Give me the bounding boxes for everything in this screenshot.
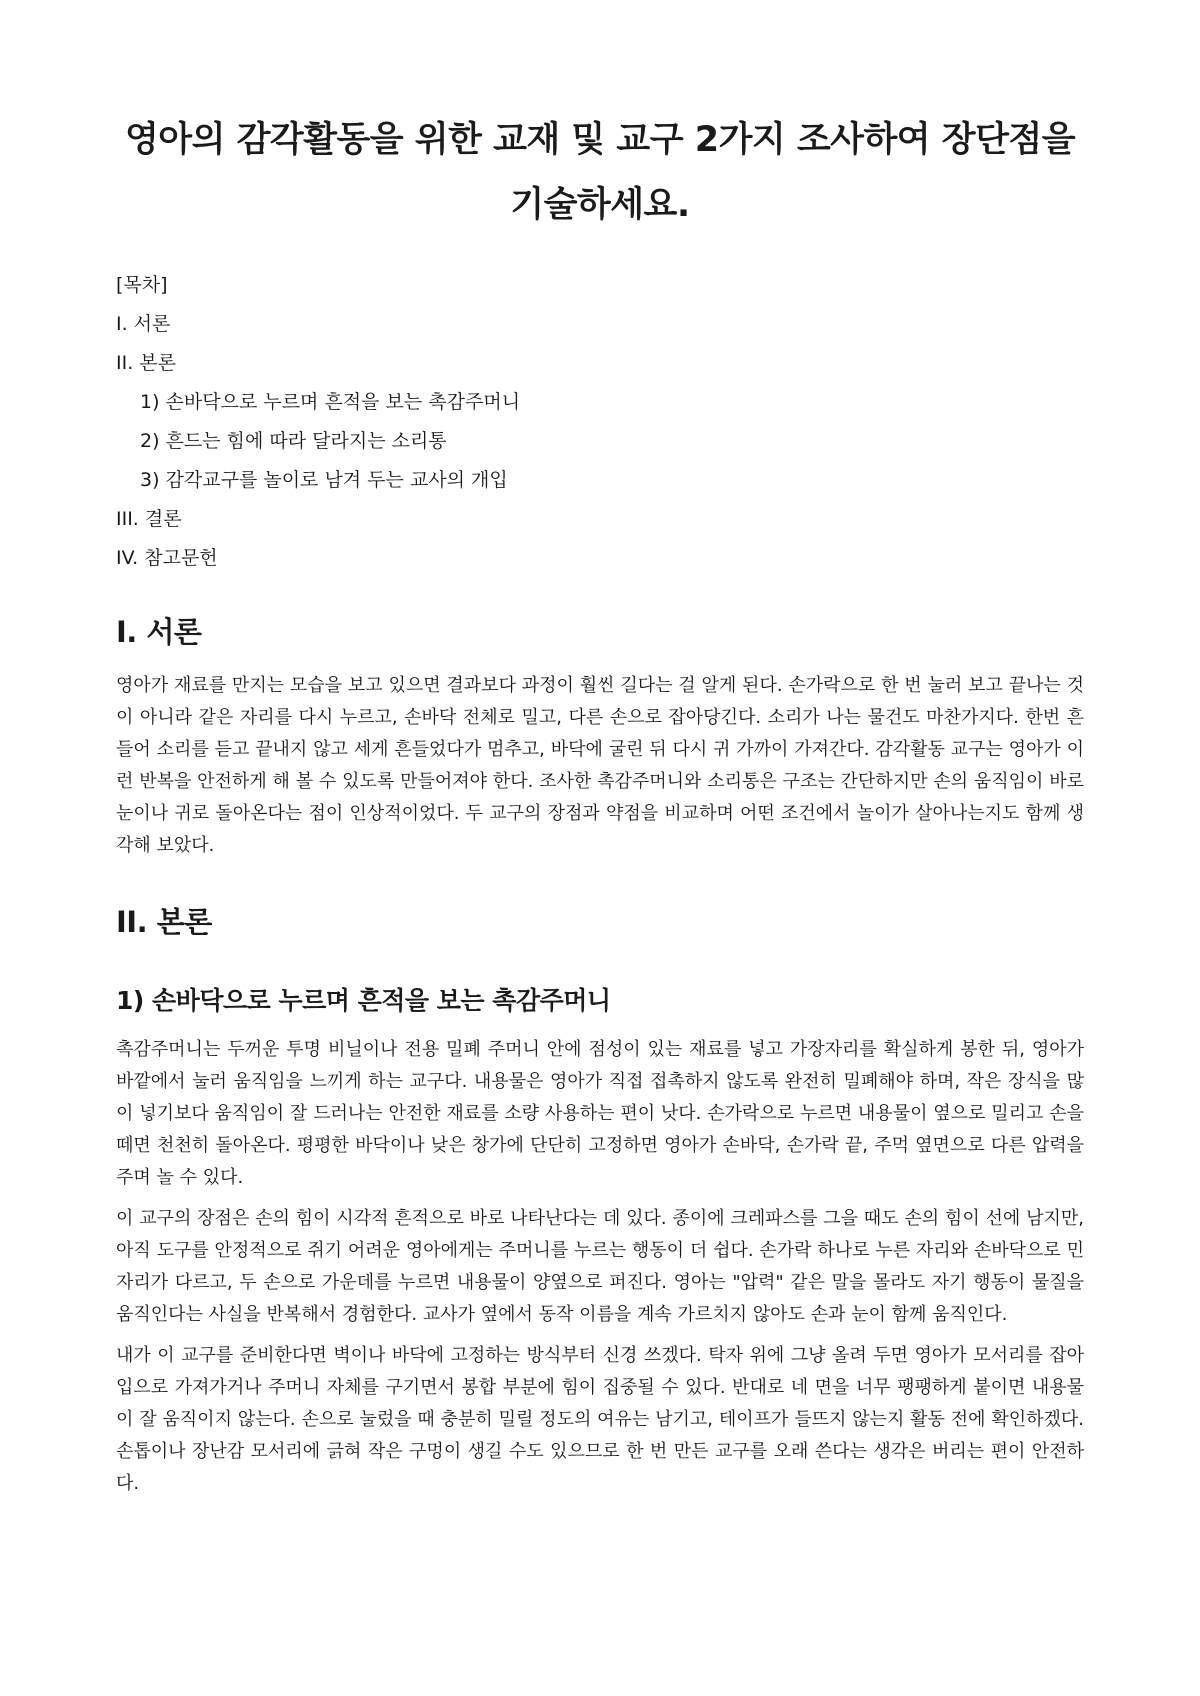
toc-item-intro: I. 서론	[116, 313, 171, 335]
toc-item-body-3: 3) 감각교구를 놀이로 남겨 두는 교사의 개입	[140, 469, 508, 491]
body-paragraph: 이 교구의 장점은 손의 힘이 시각적 흔적으로 바로 나타난다는 데 있다. 종이에 크레파스를 그을 때도 손의 힘이 선에 남지만, 아직 도구를 안정적으로 쥐기 어려운 영아에게는 주머니를 누르는 행동이 더 쉽다. 손가락 하나로 누른 자리와 손바닥으로 민 자리가 다르고, 두 손으로 가운데를 누르면 내용물이 양옆으로 퍼진다. 영아는 "압력" 같은 말을 몰라도 자기 행동이 물질을 움직인다는 사실을 반복해서 경험한다. 교사가 옆에서 동작 이름을 계속 가르치지 않아도 손과 눈이 함께 움직인다.	[116, 1208, 1084, 1325]
toc-item-references: IV. 참고문헌	[116, 547, 218, 569]
toc-item-body: II. 본론	[116, 352, 176, 374]
toc-heading: [목차]	[116, 274, 168, 296]
section-heading-intro: I. 서론	[116, 615, 202, 649]
subsection-heading-tactile-bag: 1) 손바닥으로 누르며 흔적을 보는 촉감주머니	[116, 986, 611, 1015]
body-paragraph: 내가 이 교구를 준비한다면 벽이나 바닥에 고정하는 방식부터 신경 쓰겠다. 탁자 위에 그냥 올려 두면 영아가 모서리를 잡아 입으로 가져가거나 주머니 자체를 구기면서 봉합 부분에 힘이 집중될 수 있다. 반대로 네 면을 너무 팽팽하게 붙이면 내용물이 잘 움직이지 않는다. 손으로 눌렀을 때 충분히 밀릴 정도의 여유는 남기고, 테이프가 들뜨지 않는지 활동 전에 확인하겠다. 손톱이나 장난감 모서리에 긁혀 작은 구멍이 생길 수도 있으므로 한 번 만든 교구를 오래 쓴다는 생각은 버리는 편이 안전하다.	[116, 1345, 1084, 1494]
document-title: 영아의 감각활동을 위한 교재 및 교구 2가지 조사하여 장단점을 기술하세요.	[124, 120, 1076, 225]
toc-item-body-1: 1) 손바닥으로 누르며 흔적을 보는 촉감주머니	[140, 391, 521, 413]
toc-item-body-2: 2) 흔드는 힘에 따라 달라지는 소리통	[140, 430, 447, 452]
table-of-contents	[116, 266, 1084, 578]
toc-item-conclusion: III. 결론	[116, 508, 182, 530]
body-paragraph: 촉감주머니는 두꺼운 투명 비닐이나 전용 밀폐 주머니 안에 점성이 있는 재료를 넣고 가장자리를 확실하게 봉한 뒤, 영아가 바깥에서 눌러 움직임을 느끼게 하는 교구다. 내용물은 영아가 직접 접촉하지 않도록 완전히 밀폐해야 하며, 작은 장식을 많이 넣기보다 움직임이 잘 드러나는 안전한 재료를 소량 사용하는 편이 낫다. 손가락으로 누르면 내용물이 옆으로 밀리고 손을 떼면 천천히 돌아온다. 평평한 바닥이나 낮은 창가에 단단히 고정하면 영아가 손바닥, 손가락 끝, 주먹 옆면으로 다른 압력을 주며 놀 수 있다.	[116, 1039, 1084, 1188]
intro-paragraph: 영아가 재료를 만지는 모습을 보고 있으면 결과보다 과정이 훨씬 길다는 걸 알게 된다. 손가락으로 한 번 눌러 보고 끝나는 것이 아니라 같은 자리를 다시 누르고, 손바닥 전체로 밀고, 다른 손으로 잡아당긴다. 소리가 나는 물건도 마찬가지다. 한번 흔들어 소리를 듣고 끝내지 않고 세게 흔들었다가 멈추고, 바닥에 굴린 뒤 다시 귀 가까이 가져간다. 감각활동 교구는 영아가 이런 반복을 안전하게 해 볼 수 있도록 만들어져야 한다. 조사한 촉감주머니와 소리통은 구조는 간단하지만 손의 움직임이 바로 눈이나 귀로 돌아온다는 점이 인상적이었다. 두 교구의 장점과 약점을 비교하며 어떤 조건에서 놀이가 살아나는지도 함께 생각해 보았다.	[116, 675, 1084, 856]
section-heading-body: II. 본론	[116, 905, 212, 939]
